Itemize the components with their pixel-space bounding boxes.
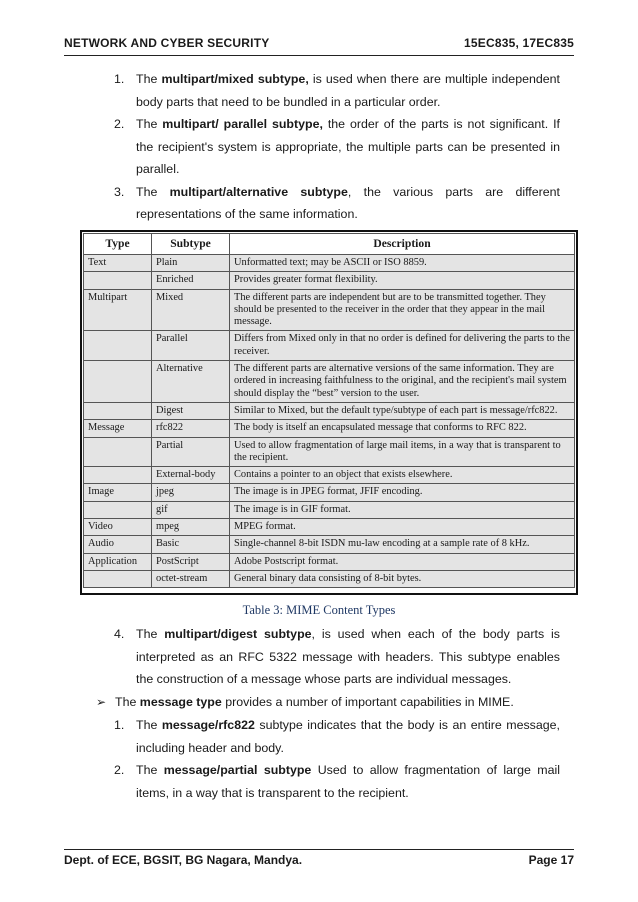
digest-subtype-list xyxy=(114,623,560,691)
bullet-item: ➢ The message type provides a number of important capabilities in MIME. xyxy=(96,691,566,714)
cell-description: The body is itself an encapsulated message that conforms to RFC 822. xyxy=(230,420,575,437)
footer-department: Dept. of ECE, BGSIT, BG Nagara, Mandya. xyxy=(64,853,303,867)
list-number: 3. xyxy=(114,184,125,199)
cell-subtype: gif xyxy=(152,501,230,518)
term-bold: multipart/digest subtype xyxy=(164,627,312,641)
cell-description: Single-channel 8-bit ISDN mu-law encoding at a sample rate of 8 kHz. xyxy=(230,536,575,553)
cell-subtype: Mixed xyxy=(152,289,230,331)
cell-subtype: Plain xyxy=(152,255,230,272)
cell-subtype: Partial xyxy=(152,437,230,467)
list-item: 2. The multipart/ parallel subtype, the order of the parts is not significant. If the recipient's system is appropriate, the multiple parts can be presented in parallel. xyxy=(114,113,560,181)
mime-content-types-table xyxy=(83,233,575,588)
cell-description: The image is in GIF format. xyxy=(230,501,575,518)
table-header-row xyxy=(84,234,575,255)
list-number: 1. xyxy=(114,718,125,732)
table-row xyxy=(84,484,575,501)
cell-type xyxy=(84,437,152,467)
cell-type xyxy=(84,361,152,403)
cell-description: MPEG format. xyxy=(230,519,575,536)
list-item: 3. The multipart/alternative subtype, the various parts are different representations of the same information. xyxy=(114,181,560,226)
table-row xyxy=(84,420,575,437)
header-course-code: 15EC835, 17EC835 xyxy=(464,36,574,50)
list-number: 2. xyxy=(114,763,125,777)
table-row xyxy=(84,553,575,570)
list-item: 4. The multipart/digest subtype, is used when each of the body parts is interpreted as an RFC 5322 message with headers. This subtype enables the construction of a message whose parts are individual messages. xyxy=(114,623,560,691)
list-item: 1. The multipart/mixed subtype, is used when there are multiple independent body parts that need to be bundled in a particular order. xyxy=(114,68,560,113)
cell-subtype: octet-stream xyxy=(152,570,230,587)
cell-description: Contains a pointer to an object that exists elsewhere. xyxy=(230,467,575,484)
cell-type xyxy=(84,272,152,289)
cell-description: Used to allow fragmentation of large mail items, in a way that is transparent to the recipient. xyxy=(230,437,575,467)
list-item: 2. The message/partial subtype Used to allow fragmentation of large mail items, in a way that is transparent to the recipient. xyxy=(114,759,560,804)
cell-type xyxy=(84,501,152,518)
cell-description: Unformatted text; may be ASCII or ISO 8859. xyxy=(230,255,575,272)
term-bold: multipart/mixed subtype, xyxy=(161,72,309,86)
arrow-bullet-icon: ➢ xyxy=(96,695,107,709)
table-row xyxy=(84,570,575,587)
term-bold: message/rfc822 xyxy=(161,718,255,732)
column-header-description: Description xyxy=(230,234,575,255)
cell-description: Similar to Mixed, but the default type/subtype of each part is message/rfc822. xyxy=(230,402,575,419)
header-rule xyxy=(64,55,574,56)
cell-type: Multipart xyxy=(84,289,152,331)
table-row xyxy=(84,255,575,272)
cell-type xyxy=(84,570,152,587)
table-row xyxy=(84,519,575,536)
cell-subtype: External-body xyxy=(152,467,230,484)
table-row xyxy=(84,289,575,331)
table-row xyxy=(84,536,575,553)
multipart-subtype-list xyxy=(114,68,560,226)
cell-description: Provides greater format flexibility. xyxy=(230,272,575,289)
term-bold: message/partial subtype xyxy=(163,763,312,777)
cell-subtype: PostScript xyxy=(152,553,230,570)
list-number: 2. xyxy=(114,117,125,131)
table-caption: Table 3: MIME Content Types xyxy=(242,603,396,617)
table-row xyxy=(84,501,575,518)
cell-type xyxy=(84,467,152,484)
list-item: 1. The message/rfc822 subtype indicates that the body is an entire message, including header and body. xyxy=(114,714,560,759)
page-header xyxy=(64,36,574,54)
cell-description: Differs from Mixed only in that no order is defined for delivering the parts to the receiver. xyxy=(230,331,575,361)
cell-subtype: rfc822 xyxy=(152,420,230,437)
term-bold: multipart/alternative subtype xyxy=(169,184,348,199)
cell-description: Adobe Postscript format. xyxy=(230,553,575,570)
cell-subtype: Enriched xyxy=(152,272,230,289)
table-row xyxy=(84,272,575,289)
cell-subtype: Parallel xyxy=(152,331,230,361)
cell-type: Text xyxy=(84,255,152,272)
cell-type xyxy=(84,331,152,361)
cell-type: Audio xyxy=(84,536,152,553)
column-header-type: Type xyxy=(84,234,152,255)
cell-subtype: Digest xyxy=(152,402,230,419)
table-row xyxy=(84,331,575,361)
cell-type: Video xyxy=(84,519,152,536)
list-number: 4. xyxy=(114,627,125,641)
column-header-subtype: Subtype xyxy=(152,234,230,255)
term-bold: multipart/ parallel subtype, xyxy=(162,117,323,131)
cell-type xyxy=(84,402,152,419)
cell-type: Image xyxy=(84,484,152,501)
list-number: 1. xyxy=(114,72,125,86)
cell-description: The image is in JPEG format, JFIF encoding. xyxy=(230,484,575,501)
page-footer xyxy=(64,853,574,871)
footer-rule xyxy=(64,849,574,850)
page-number: Page 17 xyxy=(528,853,574,867)
cell-description: General binary data consisting of 8-bit bytes. xyxy=(230,570,575,587)
term-bold: message type xyxy=(139,695,222,709)
cell-subtype: Basic xyxy=(152,536,230,553)
cell-subtype: mpeg xyxy=(152,519,230,536)
cell-type: Application xyxy=(84,553,152,570)
cell-description: The different parts are independent but are to be transmitted together. They should be presented to the receiver in the order that they appear in the mail message. xyxy=(230,289,575,331)
table-row xyxy=(84,361,575,403)
cell-subtype: Alternative xyxy=(152,361,230,403)
cell-subtype: jpeg xyxy=(152,484,230,501)
table-row xyxy=(84,402,575,419)
cell-description: The different parts are alternative versions of the same information. They are ordered in increasing faithfulness to the original, and the recipient's mail system should display the “best” version to the user. xyxy=(230,361,575,403)
header-course-title: NETWORK AND CYBER SECURITY xyxy=(64,36,270,50)
cell-type: Message xyxy=(84,420,152,437)
message-subtype-list xyxy=(114,714,560,804)
table-row xyxy=(84,437,575,467)
table-row xyxy=(84,467,575,484)
